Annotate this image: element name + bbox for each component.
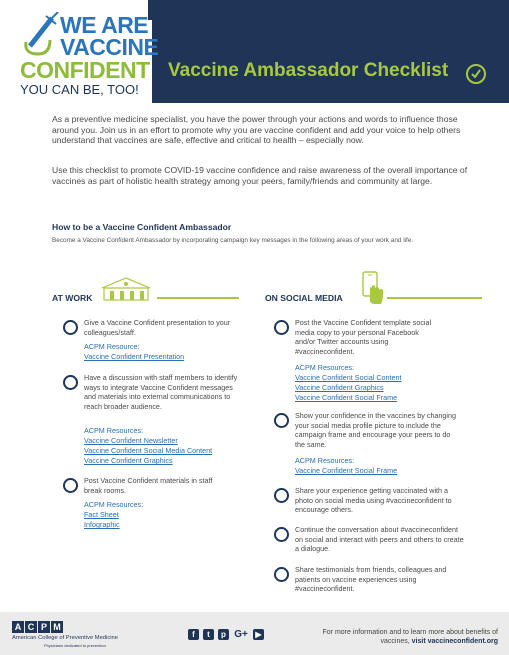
header — [0, 0, 509, 103]
resources-label: ACPM Resources: — [84, 500, 144, 509]
twitter-icon[interactable]: t — [203, 629, 214, 640]
checkbox-circle[interactable] — [274, 567, 289, 582]
resource-link[interactable]: Vaccine Confident Social Content — [295, 373, 402, 382]
acpm-letter: C — [25, 621, 37, 633]
logo-line-2: VACCINE — [60, 34, 159, 60]
vaccine-confident-logo — [18, 8, 158, 98]
footer — [0, 612, 509, 655]
acpm-letter: M — [51, 621, 63, 633]
checkbox-circle[interactable] — [274, 413, 289, 428]
resource-link[interactable]: Fact Sheet — [84, 510, 119, 519]
checkbox-circle[interactable] — [63, 478, 78, 493]
at-work-heading: AT WORK — [52, 293, 93, 303]
syringe-icon — [20, 12, 60, 58]
resource-link[interactable]: Vaccine Confident Newsletter — [84, 436, 178, 445]
resources-label: ACPM Resources: — [295, 456, 355, 465]
acpm-logo — [12, 621, 64, 633]
social-icons — [188, 629, 268, 640]
resource-link[interactable]: Vaccine Confident Graphics — [295, 383, 384, 392]
resources-label: ACPM Resources: — [84, 426, 144, 435]
header-band-top — [148, 0, 509, 20]
youtube-icon[interactable]: ▶ — [253, 629, 264, 640]
at-work-divider — [157, 297, 239, 299]
item-text: Share testimonials from friends, colleagues and patients on vaccine experiences using #vaccineconfident. — [295, 565, 447, 594]
resource-link[interactable]: Infographic — [84, 520, 120, 529]
facebook-icon[interactable]: f — [188, 629, 199, 640]
item-text: Show your confidence in the vaccines by changing your social media profile picture to include the campaign frame and encourage your peers to do the same. — [295, 411, 457, 449]
acpm-letter: A — [12, 621, 24, 633]
acpm-tagline: Physicians dedicated to prevention — [44, 643, 106, 648]
on-social-divider — [387, 297, 482, 299]
item-text: Continue the conversation about #vaccineconfident on social and interact with peers and others to create a dialogue. — [295, 525, 464, 554]
on-social-media-heading: ON SOCIAL MEDIA — [265, 293, 343, 303]
checkbox-circle[interactable] — [274, 320, 289, 335]
item-text: Give a Vaccine Confident presentation to your colleagues/staff. — [84, 318, 231, 337]
logo-line-1: WE ARE — [60, 12, 149, 38]
item-text: Have a discussion with staff members to identify ways to integrate Vaccine Confident messages and materials into external communications to reach broader audience. — [84, 373, 238, 411]
page-title: Vaccine Ambassador Checklist — [168, 60, 449, 81]
resource-link[interactable]: Vaccine Confident Social Frame — [295, 466, 398, 475]
resource-link[interactable]: Vaccine Confident Social Frame — [295, 393, 398, 402]
resource-link[interactable]: Vaccine Confident Social Media Content — [84, 446, 213, 455]
acpm-letter: P — [38, 621, 50, 633]
intro-paragraph-2: Use this checklist to promote COVID-19 vaccine confidence and raise awareness of the overall importance of vaccines as part of holistic health strategy among your peers, family/friends and community at large. — [52, 165, 468, 186]
footer-info — [320, 628, 498, 646]
logo-tagline: YOU CAN BE, TOO! — [20, 82, 139, 97]
resources-label: ACPM Resource: — [84, 342, 140, 351]
item-text: Post Vaccine Confident materials in staff break rooms. — [84, 476, 213, 495]
section-title: How to be a Vaccine Confident Ambassador — [52, 222, 232, 232]
intro-paragraph-1: As a preventive medicine specialist, you have the power through your actions and words to influence those around you. Join us in an effort to promote why you are vaccine confident and add your voice to help others understand that vaccines are safe, effective and critical to health – especially now. — [52, 114, 461, 146]
logo-line-3: CONFIDENT — [20, 57, 150, 83]
checkbox-circle[interactable] — [63, 375, 78, 390]
pinterest-icon[interactable]: p — [218, 629, 229, 640]
acpm-org-name: American College of Preventive Medicine — [12, 635, 119, 641]
checkmark-icon — [466, 64, 486, 84]
resource-link[interactable]: Vaccine Confident Presentation — [84, 352, 185, 361]
building-icon — [100, 276, 152, 302]
checkbox-circle[interactable] — [63, 320, 78, 335]
checkbox-circle[interactable] — [274, 527, 289, 542]
footer-visit-link[interactable]: visit vaccineconfident.org — [411, 638, 498, 645]
google-plus-icon[interactable]: G+ — [234, 629, 248, 640]
item-text: Post the Vaccine Confident template social media copy to your personal Facebook and/or Twitter accounts using #vaccineconfident. — [295, 318, 432, 356]
item-text: Share your experience getting vaccinated with a photo on social media using #vaccineconfident to encourage others. — [295, 486, 452, 515]
resources-label: ACPM Resources: — [295, 363, 355, 372]
phone-tap-icon — [359, 270, 385, 306]
resource-link[interactable]: Vaccine Confident Graphics — [84, 456, 173, 465]
footer-more-info: For more information and to learn more about benefits of vaccines, — [322, 629, 498, 645]
section-subtitle: Become a Vaccine Confident Ambassador by incorporating campaign key messages in the following areas of your work and life. — [52, 237, 414, 244]
checkbox-circle[interactable] — [274, 488, 289, 503]
